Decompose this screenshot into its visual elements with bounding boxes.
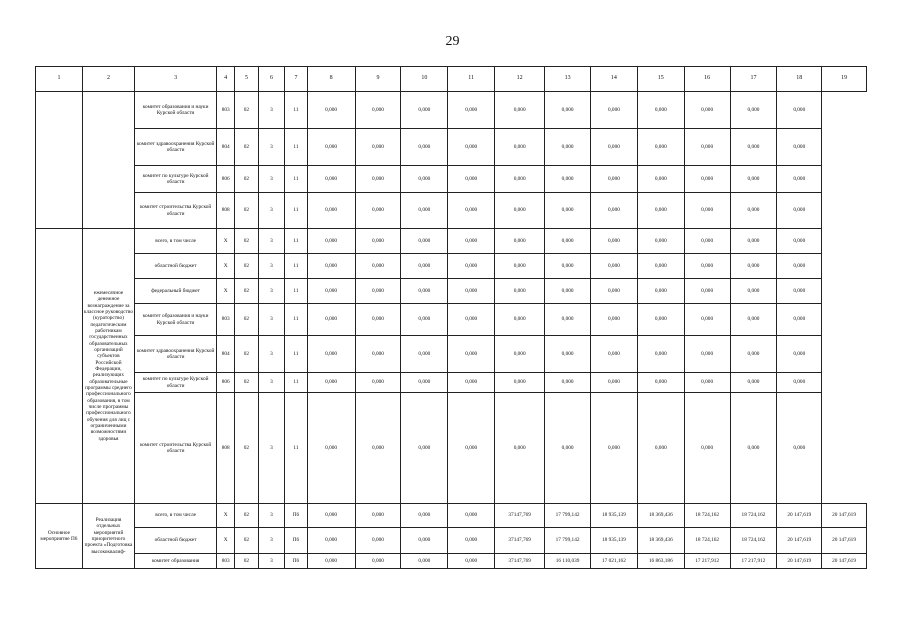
header-cell: 14 (590, 67, 637, 92)
value-cell: 0,000 (448, 229, 495, 254)
header-cell: 17 (730, 67, 777, 92)
header-cell: 13 (545, 67, 591, 92)
value-cell: 0,000 (545, 304, 591, 336)
value-cell: 0,000 (401, 393, 448, 504)
value-cell: 0,000 (730, 304, 777, 336)
value-cell: 0,000 (637, 229, 684, 254)
value-cell: 11 (285, 336, 307, 373)
value-cell: 02 (235, 193, 258, 229)
value-cell: 3 (258, 393, 285, 504)
value-cell: П6 (285, 504, 307, 528)
value-cell: 0,000 (401, 129, 448, 166)
value-cell: 0,000 (590, 129, 637, 166)
value-cell: 0,000 (730, 229, 777, 254)
value-cell: 18 724,162 (730, 528, 777, 554)
value-cell: 0,000 (448, 193, 495, 229)
value-cell: 18 369,436 (637, 528, 684, 554)
value-cell: 3 (258, 229, 285, 254)
value-cell: 0,000 (355, 393, 401, 504)
value-cell: 20 147,619 (777, 554, 822, 569)
value-cell: 0,000 (307, 554, 355, 569)
value-cell: 0,000 (590, 279, 637, 304)
value-cell: 0,000 (684, 254, 730, 279)
value-cell: 0,000 (307, 373, 355, 393)
value-cell: 0,000 (545, 193, 591, 229)
value-cell: 0,000 (355, 229, 401, 254)
source-cell: комитет здравоохранения Курской области (135, 129, 217, 166)
value-cell: 17 799,142 (545, 528, 591, 554)
value-cell: 17 217,912 (684, 554, 730, 569)
value-cell: 20 147,619 (822, 528, 867, 554)
value-cell: 0,000 (495, 373, 545, 393)
value-cell: 0,000 (637, 304, 684, 336)
value-cell: 0,000 (355, 336, 401, 373)
value-cell: 02 (235, 166, 258, 193)
header-cell: 19 (822, 67, 867, 92)
value-cell: 0,000 (401, 528, 448, 554)
value-cell: 0,000 (307, 166, 355, 193)
source-cell: комитет строительства Курской области (135, 193, 217, 229)
value-cell: 0,000 (307, 279, 355, 304)
value-cell: 0,000 (730, 336, 777, 373)
value-cell: 0,000 (307, 229, 355, 254)
value-cell: 0,000 (448, 304, 495, 336)
value-cell: 0,000 (401, 373, 448, 393)
value-cell: 0,000 (545, 229, 591, 254)
value-cell: 18 935,139 (590, 528, 637, 554)
value-cell: 0,000 (637, 373, 684, 393)
value-cell: 0,000 (684, 373, 730, 393)
value-cell: 0,000 (730, 92, 777, 129)
value-cell: 20 147,619 (777, 528, 822, 554)
value-cell: 0,000 (684, 193, 730, 229)
value-cell: 18 935,139 (590, 504, 637, 528)
value-cell: 11 (285, 279, 307, 304)
value-cell: 16 110,039 (545, 554, 591, 569)
table-row (36, 504, 867, 528)
value-cell: 02 (235, 336, 258, 373)
value-cell: 0,000 (637, 254, 684, 279)
value-cell: 11 (285, 373, 307, 393)
value-cell: X (217, 528, 235, 554)
source-cell: комитет по культуре Курской области (135, 166, 217, 193)
value-cell: 0,000 (684, 129, 730, 166)
value-cell: 18 369,436 (637, 504, 684, 528)
table-row (36, 193, 867, 229)
value-cell: 0,000 (684, 304, 730, 336)
value-cell: 0,000 (545, 393, 591, 504)
header-cell: 1 (36, 67, 83, 92)
header-row (36, 67, 867, 92)
value-cell: 3 (258, 193, 285, 229)
value-cell: 804 (217, 129, 235, 166)
header-cell: 16 (684, 67, 730, 92)
value-cell: 0,000 (401, 304, 448, 336)
table-row (36, 528, 867, 554)
header-cell: 9 (355, 67, 401, 92)
value-cell: 0,000 (495, 92, 545, 129)
value-cell: 02 (235, 229, 258, 254)
value-cell: 11 (285, 166, 307, 193)
value-cell: 0,000 (355, 279, 401, 304)
value-cell: 11 (285, 254, 307, 279)
value-cell: 3 (258, 254, 285, 279)
value-cell: 11 (285, 229, 307, 254)
value-cell: 0,000 (401, 254, 448, 279)
value-cell: 0,000 (777, 166, 822, 193)
main-activity-label: Основное мероприятие П6 (36, 504, 83, 569)
header-cell: 3 (135, 67, 217, 92)
source-cell: комитет образования и науки Курской области (135, 92, 217, 129)
value-cell: 0,000 (684, 166, 730, 193)
value-cell: 0,000 (777, 393, 822, 504)
value-cell: 804 (217, 336, 235, 373)
value-cell: 0,000 (590, 336, 637, 373)
value-cell: П6 (285, 554, 307, 569)
value-cell: 0,000 (355, 92, 401, 129)
value-cell: 803 (217, 554, 235, 569)
value-cell: 02 (235, 254, 258, 279)
value-cell: 0,000 (590, 92, 637, 129)
source-cell: комитет образования и науки Курской области (135, 304, 217, 336)
value-cell: 3 (258, 373, 285, 393)
value-cell: 0,000 (590, 393, 637, 504)
header-cell: 4 (217, 67, 235, 92)
value-cell: 02 (235, 504, 258, 528)
value-cell: 0,000 (401, 229, 448, 254)
value-cell: 18 724,162 (684, 528, 730, 554)
value-cell: 0,000 (355, 166, 401, 193)
source-cell: комитет строительства Курской области (135, 393, 217, 504)
value-cell: 0,000 (448, 393, 495, 504)
value-cell: 0,000 (545, 336, 591, 373)
value-cell: 0,000 (448, 129, 495, 166)
value-cell: 0,000 (590, 304, 637, 336)
value-cell: 3 (258, 504, 285, 528)
value-cell: 0,000 (684, 393, 730, 504)
activity-description: Реализация отдельных мероприятий приоритетного проекта «Подготовка высококвалиф- (82, 504, 134, 569)
value-cell: 0,000 (730, 129, 777, 166)
value-cell: 0,000 (448, 554, 495, 569)
value-cell: 0,000 (777, 92, 822, 129)
value-cell: 0,000 (355, 504, 401, 528)
value-cell: 0,000 (730, 166, 777, 193)
value-cell: 0,000 (355, 254, 401, 279)
value-cell: 0,000 (590, 254, 637, 279)
source-cell: комитет образования (135, 554, 217, 569)
value-cell: 0,000 (495, 254, 545, 279)
value-cell: 0,000 (637, 393, 684, 504)
table-row (36, 229, 867, 254)
value-cell: 0,000 (355, 193, 401, 229)
header-cell: 10 (401, 67, 448, 92)
value-cell: 0,000 (401, 279, 448, 304)
value-cell: 0,000 (777, 229, 822, 254)
value-cell: 3 (258, 166, 285, 193)
value-cell: 0,000 (448, 504, 495, 528)
value-cell: 0,000 (307, 528, 355, 554)
value-cell: 0,000 (730, 279, 777, 304)
value-cell: 0,000 (637, 279, 684, 304)
value-cell: 0,000 (730, 254, 777, 279)
value-cell: 0,000 (637, 129, 684, 166)
value-cell: 0,000 (777, 254, 822, 279)
value-cell: 0,000 (590, 166, 637, 193)
value-cell: 0,000 (448, 254, 495, 279)
value-cell: 16 863,186 (637, 554, 684, 569)
value-cell: 0,000 (307, 304, 355, 336)
value-cell: 803 (217, 92, 235, 129)
table-row (36, 279, 867, 304)
value-cell: X (217, 254, 235, 279)
value-cell: 37147,769 (495, 554, 545, 569)
table-row (36, 393, 867, 504)
table-row (36, 304, 867, 336)
value-cell: 0,000 (545, 92, 591, 129)
value-cell: 0,000 (495, 279, 545, 304)
value-cell: 11 (285, 304, 307, 336)
header-cell: 12 (495, 67, 545, 92)
value-cell: 0,000 (637, 336, 684, 373)
value-cell: X (217, 279, 235, 304)
value-cell: 0,000 (448, 92, 495, 129)
table-row (36, 373, 867, 393)
value-cell: 0,000 (777, 129, 822, 166)
value-cell: 0,000 (637, 92, 684, 129)
header-cell: 8 (307, 67, 355, 92)
value-cell: 806 (217, 373, 235, 393)
source-cell: областной бюджет (135, 254, 217, 279)
value-cell: 3 (258, 92, 285, 129)
header-cell: 6 (258, 67, 285, 92)
value-cell: X (217, 504, 235, 528)
value-cell: П6 (285, 528, 307, 554)
value-cell: 0,000 (355, 528, 401, 554)
value-cell: 0,000 (495, 229, 545, 254)
value-cell: 0,000 (590, 229, 637, 254)
value-cell: 0,000 (495, 166, 545, 193)
value-cell: 37147,769 (495, 528, 545, 554)
table-row (36, 336, 867, 373)
value-cell: 0,000 (307, 92, 355, 129)
value-cell: 0,000 (684, 279, 730, 304)
value-cell: 0,000 (590, 373, 637, 393)
value-cell: 0,000 (307, 193, 355, 229)
value-cell: 808 (217, 393, 235, 504)
table-row (36, 254, 867, 279)
value-cell: 37147,769 (495, 504, 545, 528)
source-cell: всего, в том числе (135, 229, 217, 254)
value-cell: 3 (258, 336, 285, 373)
value-cell: 806 (217, 166, 235, 193)
value-cell: 0,000 (448, 336, 495, 373)
value-cell: 0,000 (448, 166, 495, 193)
value-cell: 0,000 (730, 193, 777, 229)
value-cell: 3 (258, 129, 285, 166)
value-cell: 0,000 (545, 279, 591, 304)
source-cell: областной бюджет (135, 528, 217, 554)
header-cell: 15 (637, 67, 684, 92)
cell-col2 (82, 92, 134, 229)
value-cell: 0,000 (495, 393, 545, 504)
value-cell: 18 724,162 (684, 504, 730, 528)
value-cell: 0,000 (355, 129, 401, 166)
value-cell: 3 (258, 554, 285, 569)
value-cell: 20 147,619 (822, 504, 867, 528)
value-cell: 0,000 (730, 373, 777, 393)
value-cell: 02 (235, 528, 258, 554)
header-cell: 11 (448, 67, 495, 92)
value-cell: 0,000 (401, 193, 448, 229)
source-cell: федеральный бюджет (135, 279, 217, 304)
value-cell: 0,000 (637, 166, 684, 193)
value-cell: 17 217,912 (730, 554, 777, 569)
value-cell: 0,000 (307, 336, 355, 373)
source-cell: комитет здравоохранения Курской области (135, 336, 217, 373)
value-cell: 0,000 (401, 504, 448, 528)
value-cell: 0,000 (401, 554, 448, 569)
cell-col1 (36, 229, 83, 504)
value-cell: 11 (285, 92, 307, 129)
source-cell: всего, в том числе (135, 504, 217, 528)
value-cell: 02 (235, 554, 258, 569)
value-cell: 0,000 (307, 129, 355, 166)
value-cell: 0,000 (355, 373, 401, 393)
cell-col1 (36, 92, 83, 229)
value-cell: 0,000 (307, 504, 355, 528)
value-cell: 0,000 (637, 193, 684, 229)
value-cell: 0,000 (448, 279, 495, 304)
table-row (36, 129, 867, 166)
value-cell: 0,000 (355, 554, 401, 569)
value-cell: 0,000 (448, 528, 495, 554)
value-cell: 20 147,619 (777, 504, 822, 528)
value-cell: 0,000 (684, 229, 730, 254)
value-cell: 02 (235, 129, 258, 166)
source-cell: комитет по культуре Курской области (135, 373, 217, 393)
value-cell: 0,000 (355, 304, 401, 336)
value-cell: 02 (235, 279, 258, 304)
value-cell: 0,000 (448, 373, 495, 393)
budget-table (35, 66, 867, 569)
page-number: 29 (445, 34, 460, 49)
value-cell: 0,000 (545, 166, 591, 193)
value-cell: 0,000 (684, 92, 730, 129)
value-cell: 02 (235, 393, 258, 504)
measure-description: ежемесячное денежное вознаграждение за классное руководство (кураторство) педагогическим работникам государственных образовательных организаций субъектов Российской Федерации, реализующих образовательные программы среднего профессионального образования, в том числе программы профессионального обучения для лиц с ограниченными возможностями здоровья (82, 229, 134, 504)
value-cell: 0,000 (777, 193, 822, 229)
value-cell: 0,000 (545, 254, 591, 279)
value-cell: 0,000 (307, 393, 355, 504)
header-cell: 7 (285, 67, 307, 92)
value-cell: 0,000 (777, 373, 822, 393)
value-cell: 0,000 (545, 373, 591, 393)
value-cell: 0,000 (777, 279, 822, 304)
value-cell: 3 (258, 304, 285, 336)
value-cell: 11 (285, 129, 307, 166)
value-cell: 808 (217, 193, 235, 229)
value-cell: 0,000 (777, 336, 822, 373)
value-cell: 0,000 (777, 304, 822, 336)
value-cell: 0,000 (495, 336, 545, 373)
header-cell: 18 (777, 67, 822, 92)
value-cell: 0,000 (401, 166, 448, 193)
value-cell: 0,000 (307, 254, 355, 279)
value-cell: X (217, 229, 235, 254)
header-cell: 2 (82, 67, 134, 92)
value-cell: 0,000 (684, 336, 730, 373)
value-cell: 02 (235, 92, 258, 129)
table-row (36, 554, 867, 569)
value-cell: 803 (217, 304, 235, 336)
value-cell: 18 724,162 (730, 504, 777, 528)
value-cell: 0,000 (545, 129, 591, 166)
value-cell: 02 (235, 373, 258, 393)
value-cell: 0,000 (495, 193, 545, 229)
value-cell: 0,000 (730, 393, 777, 504)
value-cell: 0,000 (590, 193, 637, 229)
value-cell: 02 (235, 304, 258, 336)
value-cell: 3 (258, 279, 285, 304)
value-cell: 17 021,162 (590, 554, 637, 569)
value-cell: 17 799,142 (545, 504, 591, 528)
value-cell: 11 (285, 193, 307, 229)
value-cell: 3 (258, 528, 285, 554)
header-cell: 5 (235, 67, 258, 92)
value-cell: 0,000 (401, 336, 448, 373)
value-cell: 0,000 (495, 304, 545, 336)
table-row (36, 92, 867, 129)
value-cell: 0,000 (401, 92, 448, 129)
value-cell: 20 147,619 (822, 554, 867, 569)
table-row (36, 166, 867, 193)
value-cell: 11 (285, 393, 307, 504)
value-cell: 0,000 (495, 129, 545, 166)
